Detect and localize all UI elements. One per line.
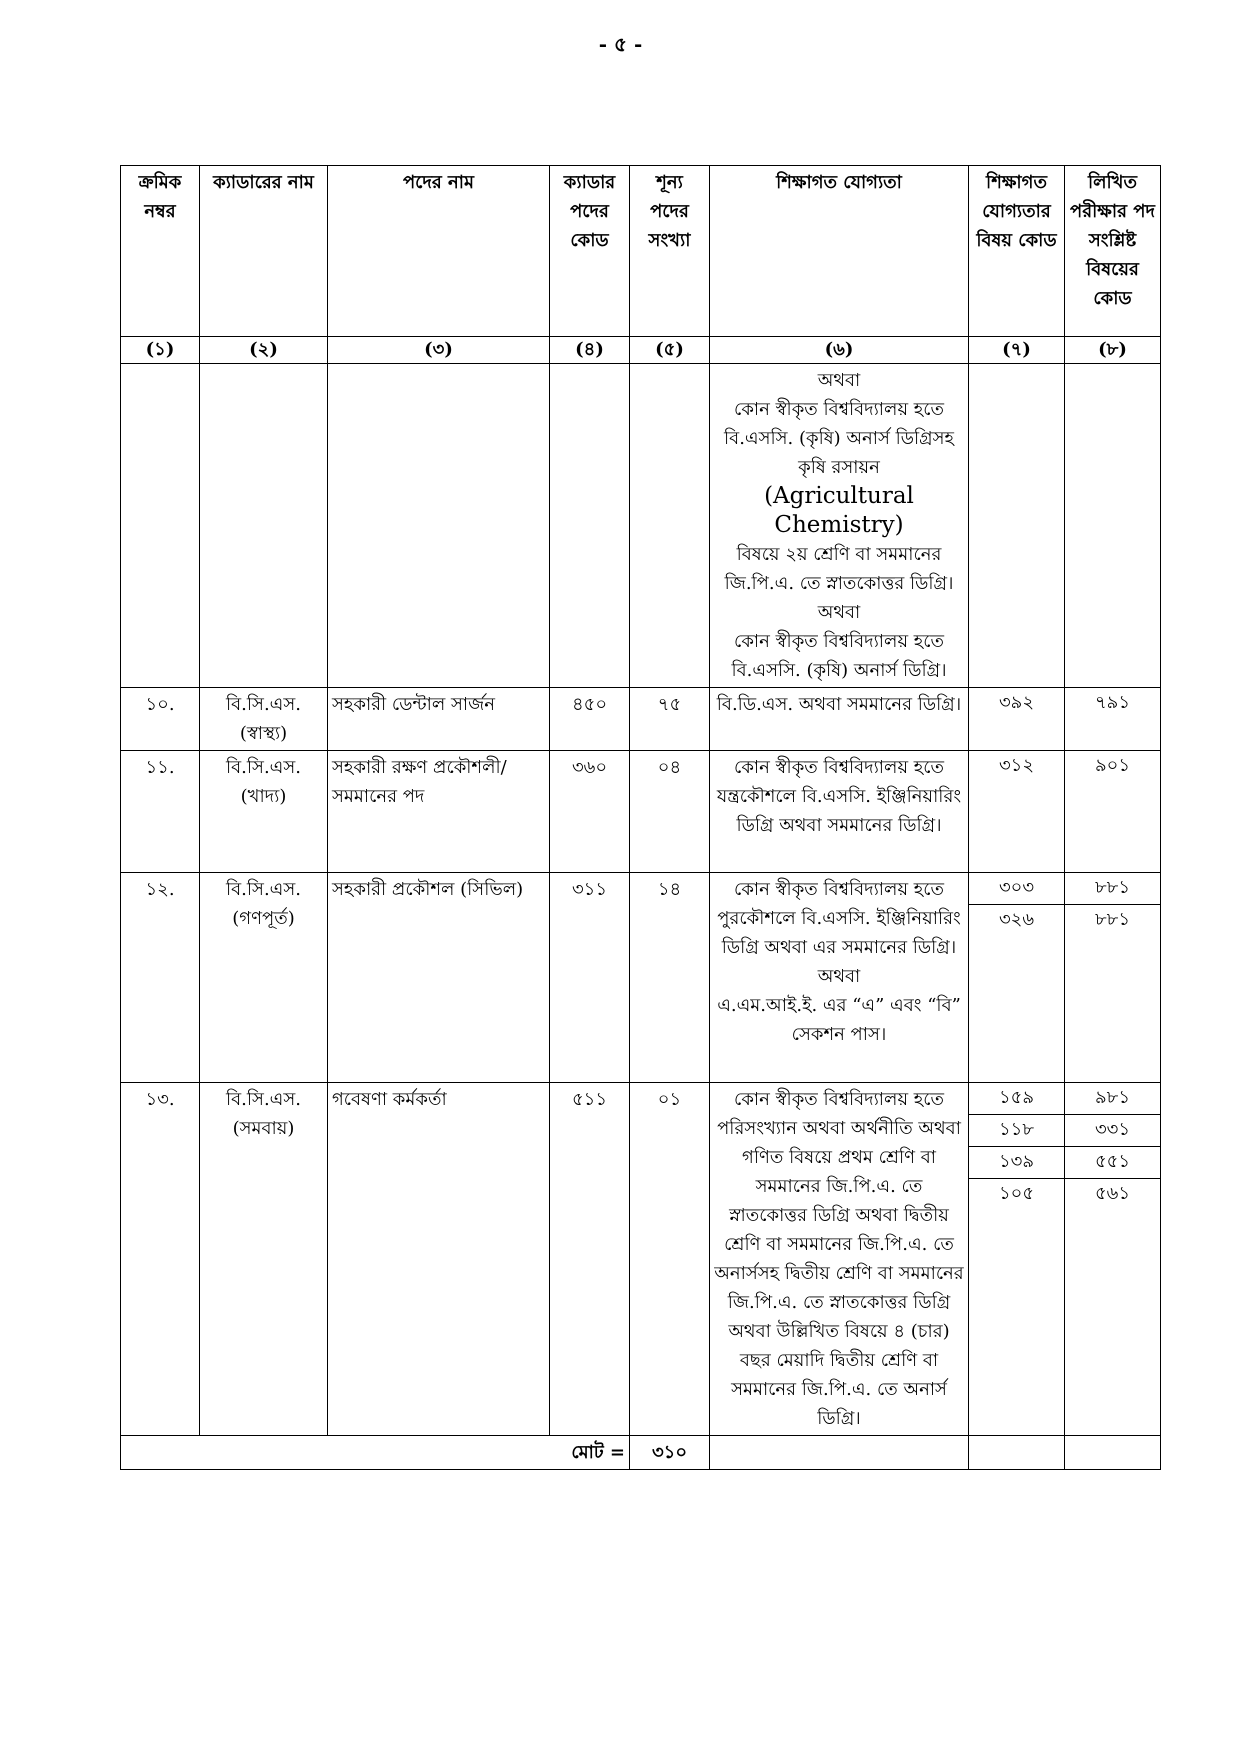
education-text: এ.এম.আই.ই. এর “এ” এবং “বি” সেকশন পাস।	[717, 995, 961, 1045]
cadre-cell: বি.সি.এস. (খাদ্য)	[200, 751, 328, 873]
post-cell: সহকারী ডেন্টাল সার্জন	[328, 688, 550, 751]
education-text: কোন স্বীকৃত বিশ্ববিদ্যালয় হতে পুরকৌশলে বি.এসসি. ইঞ্জিনিয়ারিং ডিগ্রি অথবা এর সমমানের ডিগ্রি।	[717, 879, 961, 958]
exam-code: ৮৮১	[1065, 873, 1160, 905]
subject-code: ১৫৯	[969, 1083, 1064, 1115]
total-row	[121, 1436, 1161, 1470]
cadre-cell: বি.সি.এস. (স্বাস্থ্য)	[200, 688, 328, 751]
column-number: (৬)	[710, 337, 969, 364]
column-number: (৫)	[630, 337, 710, 364]
cadre-code-cell: ৩৬০	[550, 751, 630, 873]
column-number: (১)	[121, 337, 200, 364]
column-number: (৭)	[969, 337, 1065, 364]
education-text: (Agricultural Chemistry)	[764, 483, 914, 538]
table-row	[121, 364, 1161, 688]
cadre-code-cell: ৫১১	[550, 1083, 630, 1436]
header-post: পদের নাম	[328, 166, 550, 337]
cadre-post-table	[120, 165, 1161, 1470]
table-row	[121, 1083, 1161, 1436]
education-cell	[710, 364, 969, 688]
table-row	[121, 688, 1161, 751]
education-text: বি.ডি.এস. অথবা সমমানের ডিগ্রি।	[716, 694, 962, 715]
education-cell	[710, 1083, 969, 1436]
subject-code-cell	[969, 751, 1065, 873]
cadre-code-cell: ৩১১	[550, 873, 630, 1083]
header-subject-code: শিক্ষাগত যোগ্যতার বিষয় কোড	[969, 166, 1065, 337]
serial-cell: ১২.	[121, 873, 200, 1083]
subject-code: ১১৮	[969, 1115, 1064, 1147]
post-cell: গবেষণা কর্মকর্তা	[328, 1083, 550, 1436]
education-cell	[710, 873, 969, 1083]
vacancy-cell: ০১	[630, 1083, 710, 1436]
subject-code: ১৩৯	[969, 1147, 1064, 1179]
header-cadre: ক্যাডারের নাম	[200, 166, 328, 337]
column-number: (৮)	[1065, 337, 1161, 364]
exam-code-cell	[1065, 688, 1161, 751]
exam-code: ৩৩১	[1065, 1115, 1160, 1147]
serial-cell: ১০.	[121, 688, 200, 751]
exam-code: ৮৮১	[1094, 909, 1131, 930]
header-education: শিক্ষাগত যোগ্যতা	[710, 166, 969, 337]
subject-code: ১০৫	[998, 1183, 1035, 1204]
education-text: কোন স্বীকৃত বিশ্ববিদ্যালয় হতে যন্ত্রকৌশলে বি.এসসি. ইঞ্জিনিয়ারিং ডিগ্রি অথবা সমমানের ডিগ্রি।	[716, 757, 962, 836]
vacancy-cell: ১৪	[630, 873, 710, 1083]
education-text: কোন স্বীকৃত বিশ্ববিদ্যালয় হতে বি.এসসি. (কৃষি) অনার্স ডিগ্রিসহ কৃষি রসায়ন	[724, 399, 954, 478]
serial-cell: ১৩.	[121, 1083, 200, 1436]
exam-code: ৯০১	[1094, 755, 1131, 776]
cadre-cell: বি.সি.এস. (গণপূর্ত)	[200, 873, 328, 1083]
education-cell	[710, 688, 969, 751]
education-cell	[710, 751, 969, 873]
education-text: বিষয়ে ২য় শ্রেণি বা সমমানের জি.পি.এ. তে স্নাতকোত্তর ডিগ্রি।	[724, 544, 954, 594]
exam-code-cell	[1065, 873, 1161, 1083]
header-row	[121, 166, 1161, 337]
serial-cell: ১১.	[121, 751, 200, 873]
header-exam-code: লিখিত পরীক্ষার পদ সংশ্লিষ্ট বিষয়ের কোড	[1065, 166, 1161, 337]
column-number: (৪)	[550, 337, 630, 364]
column-number: (৩)	[328, 337, 550, 364]
header-serial: ক্রমিক নম্বর	[121, 166, 200, 337]
education-text: অথবা	[817, 966, 861, 987]
education-text: অথবা	[817, 602, 861, 623]
post-cell: সহকারী প্রকৌশল (সিভিল)	[328, 873, 550, 1083]
column-number-row	[121, 337, 1161, 364]
education-text: অথবা	[817, 370, 861, 391]
subject-code: ৩১২	[998, 755, 1035, 776]
header-cadre-code: ক্যাডার পদের কোড	[550, 166, 630, 337]
exam-code-cell	[1065, 1083, 1161, 1436]
exam-code: ৯৮১	[1065, 1083, 1160, 1115]
exam-code: ৭৯১	[1094, 692, 1131, 713]
cadre-code-cell: ৪৫০	[550, 688, 630, 751]
subject-code: ৩০৩	[969, 873, 1064, 905]
exam-code: ৫৬১	[1094, 1183, 1131, 1204]
subject-code-cell	[969, 688, 1065, 751]
vacancy-cell: ০৪	[630, 751, 710, 873]
post-cell: সহকারী রক্ষণ প্রকৌশলী/ সমমানের পদ	[328, 751, 550, 873]
total-value: ৩১০	[630, 1436, 710, 1470]
subject-code: ৩২৬	[998, 909, 1035, 930]
page-number: - ৫ -	[598, 32, 643, 56]
cadre-cell: বি.সি.এস. (সমবায়)	[200, 1083, 328, 1436]
education-text: কোন স্বীকৃত বিশ্ববিদ্যালয় হতে বি.এসসি. (কৃষি) অনার্স ডিগ্রি।	[731, 631, 947, 681]
education-text: কোন স্বীকৃত বিশ্ববিদ্যালয় হতে পরিসংখ্যান অথবা অর্থনীতি অথবা গণিত বিষয়ে প্রথম শ্রেণি বা সমমানের জি.পি.এ. তে স্নাতকোত্তর ডিগ্রি অথবা দ্বিতীয় শ্রেণি বা সমমানের জি.পি.এ. তে অনার্সসহ দ্বিতীয় শ্রেণি বা সমমানের জি.পি.এ. তে স্নাতকোত্তর ডিগ্রি অথবা উল্লিখিত বিষয়ে ৪ (চার) বছর মেয়াদি দ্বিতীয় শ্রেণি বা সমমানের জি.পি.এ. তে অনার্স ডিগ্রি।	[714, 1089, 964, 1429]
exam-code: ৫৫১	[1065, 1147, 1160, 1179]
subject-code: ৩৯২	[998, 692, 1035, 713]
column-number: (২)	[200, 337, 328, 364]
table-row	[121, 751, 1161, 873]
table-row	[121, 873, 1161, 1083]
total-label: মোট =	[121, 1436, 630, 1470]
exam-code-cell	[1065, 751, 1161, 873]
subject-code-cell	[969, 1083, 1065, 1436]
vacancy-cell: ৭৫	[630, 688, 710, 751]
header-vacancy: শূন্য পদের সংখ্যা	[630, 166, 710, 337]
subject-code-cell	[969, 873, 1065, 1083]
